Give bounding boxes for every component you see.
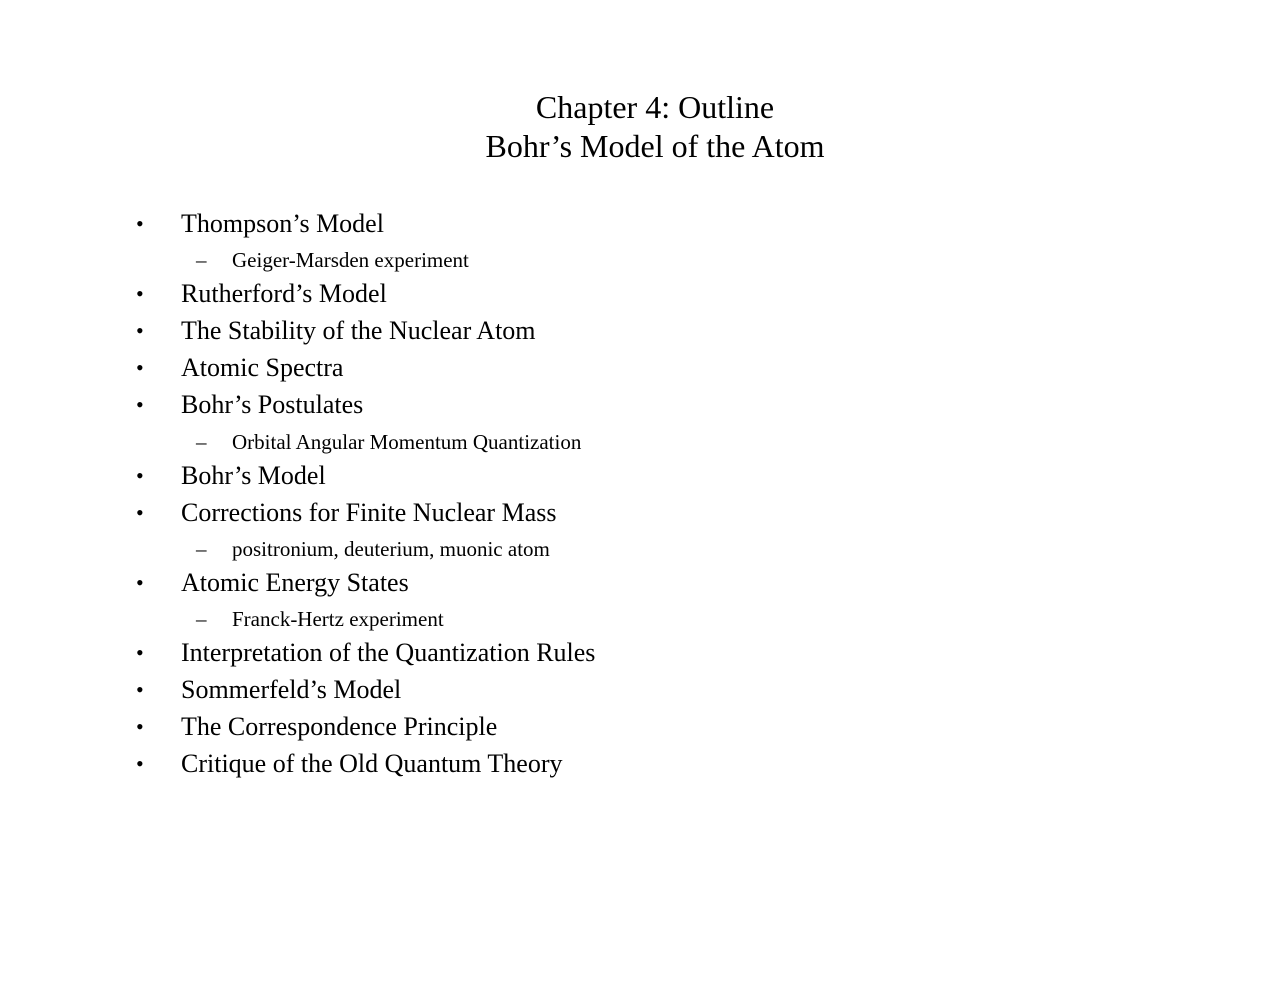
outline-subitem-text: positronium, deuterium, muonic atom — [232, 537, 550, 561]
outline-subitem-text: Franck-Hertz experiment — [232, 607, 444, 631]
outline-item-text: Thompson’s Model — [181, 209, 384, 238]
bullet-icon: • — [136, 463, 144, 488]
title-line-chapter: Chapter 4: Outline — [535, 89, 775, 125]
bullet-icon: • — [136, 751, 144, 776]
outline-item-text: Bohr’s Model — [181, 461, 326, 490]
outline-item-text: Bohr’s Postulates — [181, 390, 364, 419]
bullet-icon: • — [136, 211, 144, 236]
dash-bullet-icon: – — [196, 248, 207, 272]
outline-subitem-text: Geiger-Marsden experiment — [232, 248, 469, 272]
outline-item-text: Interpretation of the Quantization Rules — [181, 638, 596, 667]
outline-item-text: Atomic Spectra — [181, 353, 344, 382]
dash-bullet-icon: – — [196, 537, 207, 561]
outline-item-text: The Correspondence Principle — [181, 712, 498, 741]
bullet-icon: • — [136, 677, 144, 702]
bullet-icon: • — [136, 281, 144, 306]
bullet-icon: • — [136, 318, 144, 343]
outline-item-text: Rutherford’s Model — [181, 279, 387, 308]
outline-item-text: Sommerfeld’s Model — [181, 675, 402, 704]
bullet-icon: • — [136, 714, 144, 739]
bullet-icon: • — [136, 392, 144, 417]
bullet-icon: • — [136, 640, 144, 665]
outline-item-text: Corrections for Finite Nuclear Mass — [181, 498, 557, 527]
bullet-icon: • — [136, 355, 144, 380]
bullet-icon: • — [136, 500, 144, 525]
bullet-icon: • — [136, 570, 144, 595]
title-line-topic: Bohr’s Model of the Atom — [485, 128, 825, 164]
dash-bullet-icon: – — [196, 430, 207, 454]
outline-subitem-text: Orbital Angular Momentum Quantization — [232, 430, 582, 454]
outline-item-text: Critique of the Old Quantum Theory — [181, 749, 563, 778]
outline-item-text: Atomic Energy States — [181, 568, 409, 597]
dash-bullet-icon: – — [196, 607, 207, 631]
outline-item-text: The Stability of the Nuclear Atom — [181, 316, 536, 345]
